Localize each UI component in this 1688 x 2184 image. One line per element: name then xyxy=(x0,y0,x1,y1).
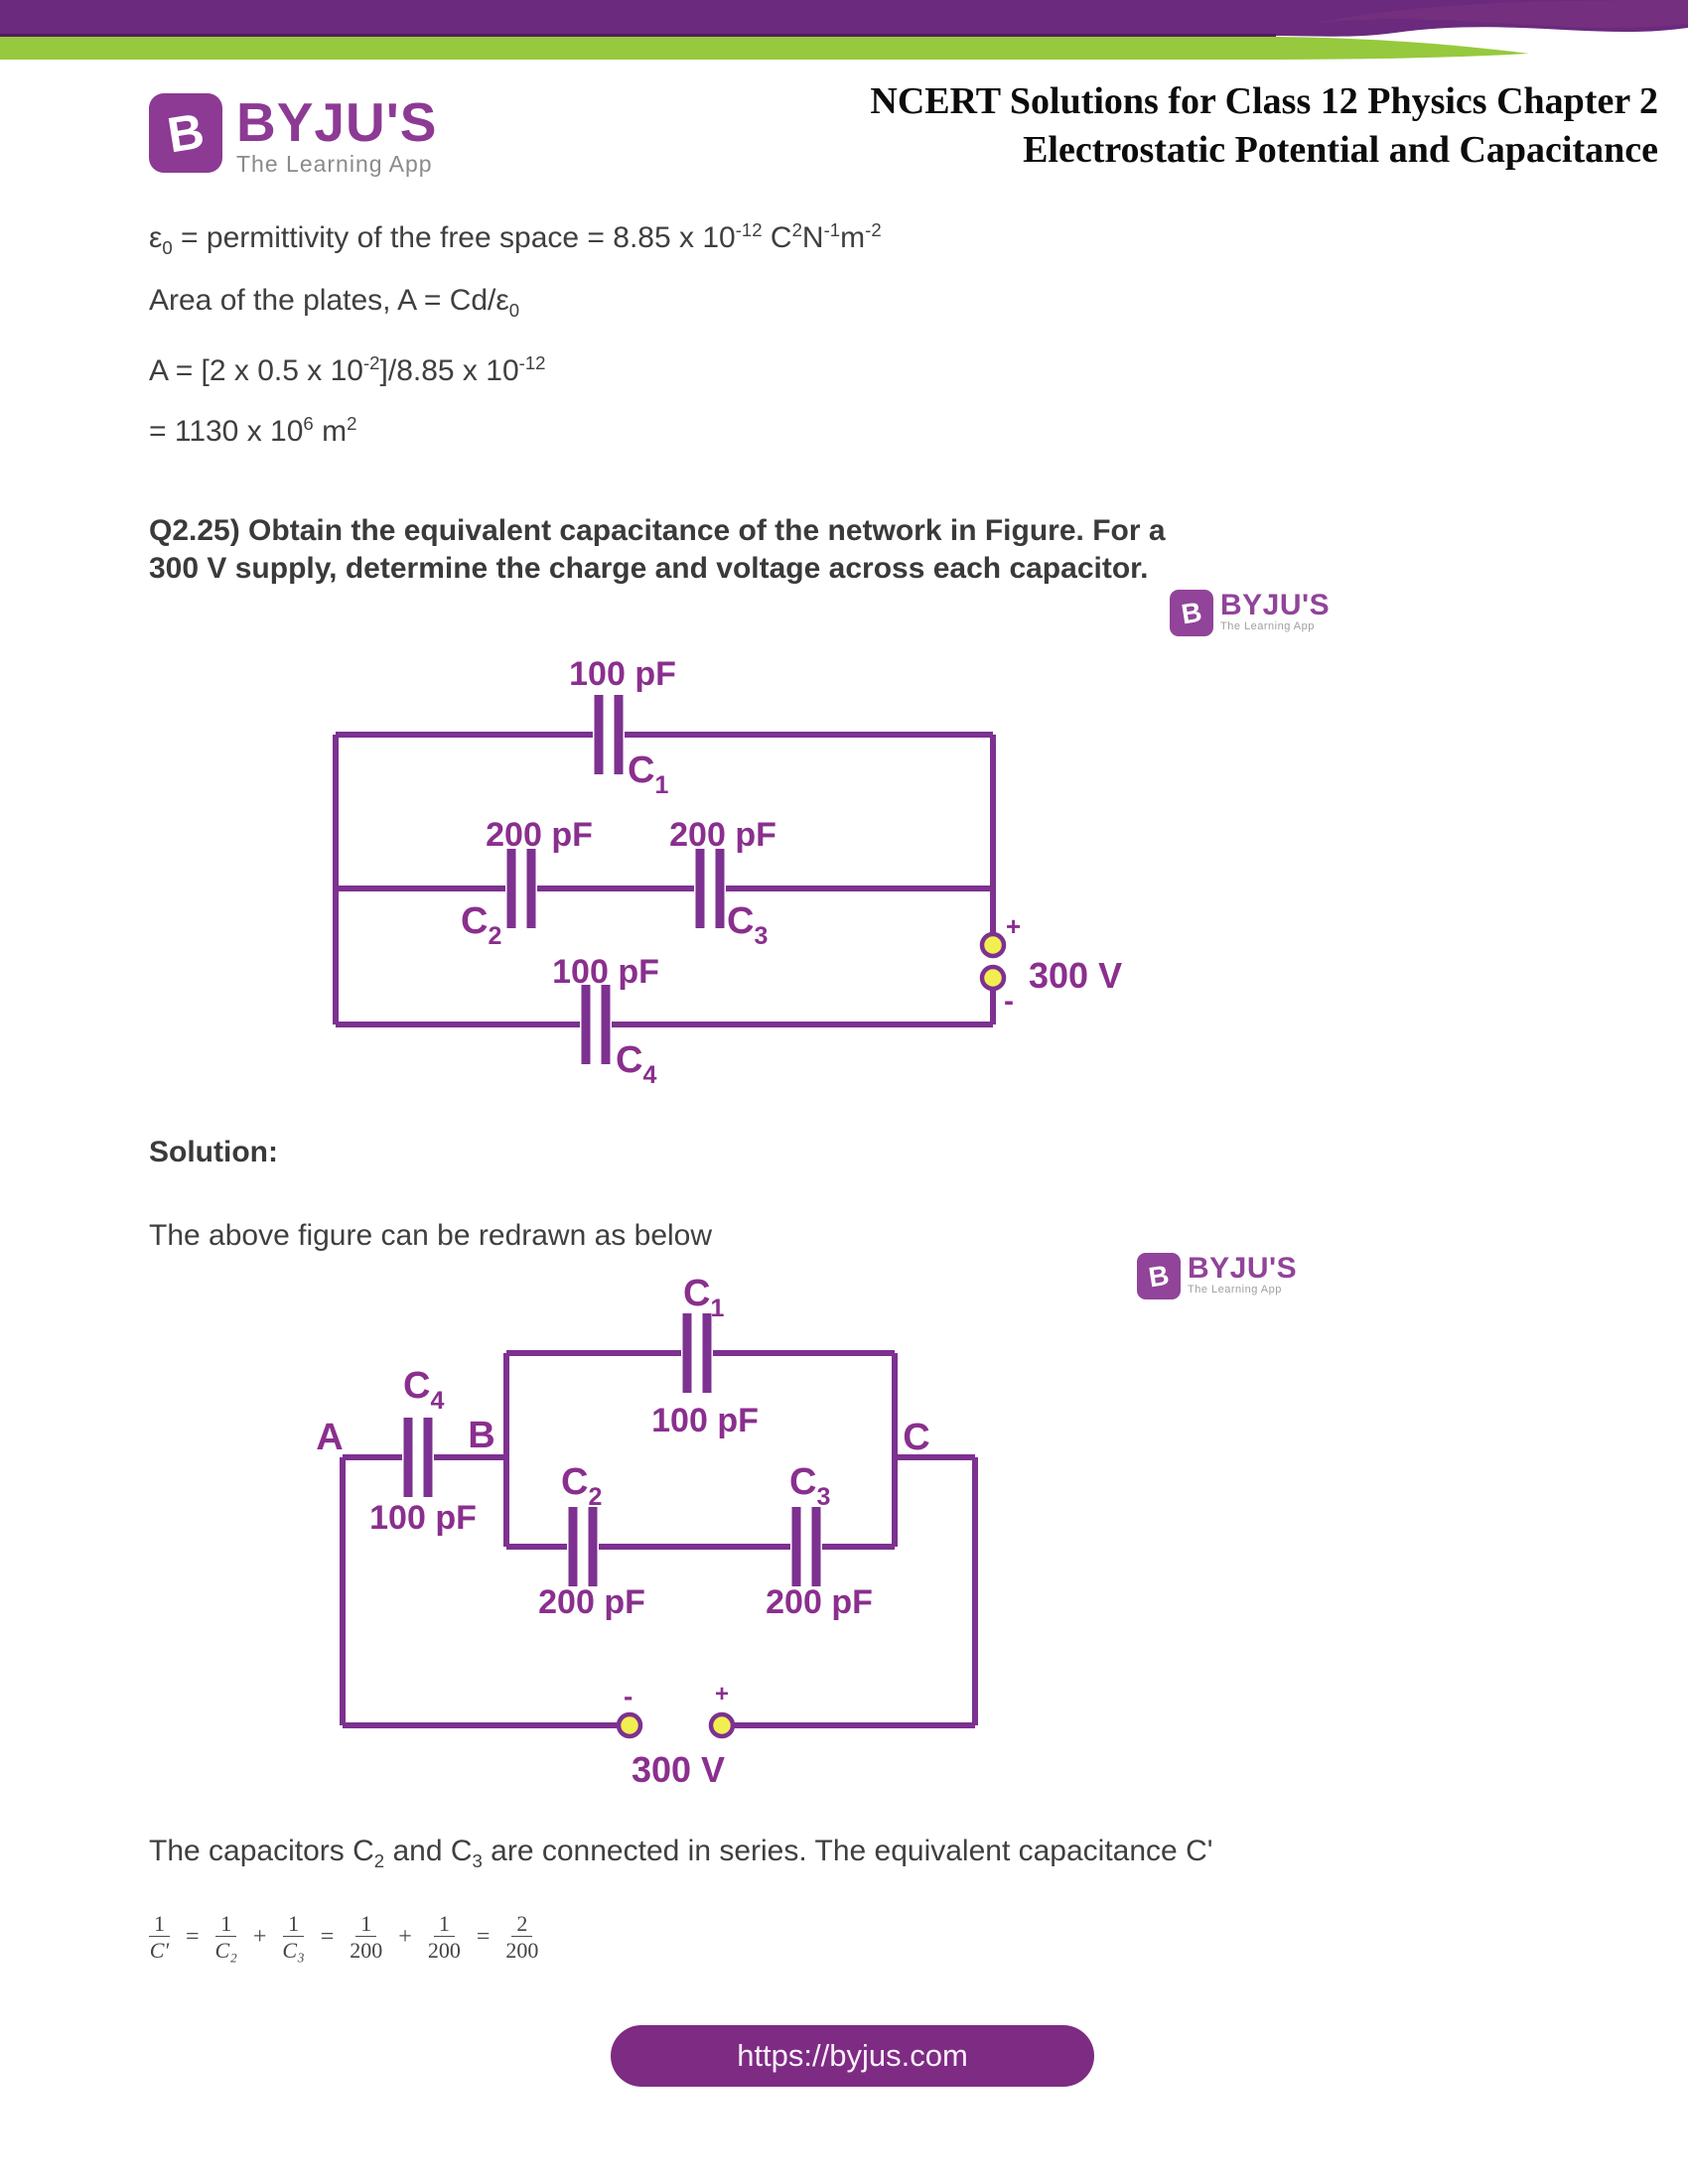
series-explanation: The capacitors $C_2$ and $C_3$ are connected in series. The equivalent capacitance C' xyxy=(149,1835,1213,1871)
circuit2-supply-terminals xyxy=(619,1714,733,1736)
supply-voltage: 300 V xyxy=(631,1749,726,1790)
byjus-watermark-badge xyxy=(1170,590,1213,636)
cap3-value: 200 pF xyxy=(766,1583,873,1621)
cap1-label: $C_1$ xyxy=(683,1273,725,1322)
byjus-logo-tagline: The Learning App xyxy=(236,151,433,177)
supply-voltage: 300 V xyxy=(1029,955,1123,996)
terminal-negative xyxy=(619,1714,640,1736)
circuit-diagram-original xyxy=(328,635,1152,1102)
cap2-value: 200 pF xyxy=(538,1583,645,1621)
byjus-logo-wordmark: BYJU'S xyxy=(236,91,438,153)
supply-plus-sign: + xyxy=(1006,911,1022,941)
cap3-value: 200 pF xyxy=(669,816,776,854)
formula-line: Area of the plates, $A = Cd/\varepsilon_0$ xyxy=(149,284,520,321)
banner-green-wave xyxy=(0,37,1529,60)
solution-intro: The above figure can be redrawn as below xyxy=(149,1219,713,1252)
page-title xyxy=(870,77,1658,175)
banner-divider xyxy=(0,34,1276,37)
cap4-label: $C_4$ xyxy=(403,1365,445,1415)
cap3-plates xyxy=(796,1507,816,1586)
fraction: $\frac{1}{200}$ xyxy=(350,1911,383,1964)
cap2-label: $C_2$ xyxy=(561,1461,603,1511)
terminal-positive xyxy=(982,934,1004,956)
cap4-label: $C_4$ xyxy=(616,1039,657,1089)
page-title-line1: NCERT Solutions for Class 12 Physics Chapter 2 xyxy=(870,80,1658,122)
cap3-label: $C_3$ xyxy=(789,1461,831,1511)
byjus-link-text: https://byjus.com xyxy=(737,2038,968,2073)
cap1-label: $C_1$ xyxy=(628,750,669,799)
question-text: Q2.25) Obtain the equivalent capacitance of the network in Figure. For a 300 V supply, determine the charge and voltage across each capacitor. xyxy=(149,514,1166,585)
byjus-watermark-tagline: The Learning App xyxy=(1188,1284,1282,1296)
formula-line: $\varepsilon_0$ = permittivity of the free space = 8.85 x $10^{-12}$ $C^2N^{-1}m^{-2}$ xyxy=(149,219,882,258)
fraction: $\frac{2}{200}$ xyxy=(505,1911,539,1964)
cap2-plates xyxy=(573,1507,593,1586)
cap4-plates xyxy=(408,1418,428,1497)
cap2-value: 200 pF xyxy=(486,816,593,854)
cap1-plates xyxy=(687,1313,707,1393)
circuit-diagram-redrawn xyxy=(308,1261,1043,1817)
circuit1-supply-terminals xyxy=(982,934,1004,989)
byjus-watermark-badge xyxy=(1137,1253,1181,1299)
byjus-watermark-tagline: The Learning App xyxy=(1220,620,1315,632)
byjus-logo-badge xyxy=(149,93,222,173)
cap4-value: 100 pF xyxy=(552,953,659,991)
fraction: $\frac{1}{C'}$ xyxy=(149,1911,170,1964)
fraction: $\frac{1}{200}$ xyxy=(427,1911,461,1964)
formula-line: = 1130 x $10^6$ $m^2$ xyxy=(149,413,357,448)
circuit1-capacitor-plates xyxy=(511,695,720,1064)
cap4-value: 100 pF xyxy=(369,1499,477,1537)
supply-plus-sign: + xyxy=(715,1681,730,1707)
cap1-value: 100 pF xyxy=(651,1402,759,1439)
series-capacitance-equation xyxy=(149,1912,538,1962)
cap3-label: $C_3$ xyxy=(727,900,769,950)
byjus-watermark-wordmark: BYJU'S xyxy=(1188,1252,1298,1285)
node-b-label: B xyxy=(468,1415,495,1456)
equals-sign: = xyxy=(186,1923,200,1950)
byjus-watermark-letter: B xyxy=(1146,1259,1172,1293)
cap2-plates xyxy=(511,849,531,928)
cap4-plates xyxy=(586,985,606,1064)
equals-sign: = xyxy=(320,1923,335,1950)
terminal-negative xyxy=(982,967,1004,989)
banner-graphic xyxy=(0,0,1688,89)
byjus-watermark-wordmark: BYJU'S xyxy=(1220,589,1331,621)
node-a-label: A xyxy=(316,1417,344,1458)
supply-minus-sign: - xyxy=(1004,985,1014,1018)
cap1-value: 100 pF xyxy=(569,655,676,693)
page-title-line2: Electrostatic Potential and Capacitance xyxy=(1023,129,1658,171)
terminal-positive xyxy=(711,1714,733,1736)
node-c-label: C xyxy=(903,1417,930,1458)
cap1-plates xyxy=(599,695,619,774)
formula-block xyxy=(149,214,882,469)
solution-heading: Solution: xyxy=(149,1136,278,1168)
byjus-watermark xyxy=(1137,1253,1297,1299)
byjus-watermark-letter: B xyxy=(1179,596,1204,629)
byjus-watermark xyxy=(1170,590,1330,636)
byjus-logo-letter: B xyxy=(163,102,209,164)
supply-minus-sign: - xyxy=(624,1681,633,1711)
cap3-plates xyxy=(700,849,720,928)
fraction: $\frac{1}{\text{C₂}}$ xyxy=(214,1911,237,1964)
plus-sign: + xyxy=(252,1923,267,1950)
cap2-label: $C_2$ xyxy=(461,900,502,950)
fraction: $\frac{1}{\text{C₃}}$ xyxy=(282,1911,305,1964)
plus-sign: + xyxy=(398,1923,412,1950)
byjus-logo xyxy=(149,93,437,178)
formula-line: A = [2 x 0.5 x $10^{-2}]/8.85$ x $10^{-12}$ xyxy=(149,352,546,387)
equals-sign: = xyxy=(476,1923,491,1950)
byjus-link-pill[interactable] xyxy=(611,2025,1094,2087)
